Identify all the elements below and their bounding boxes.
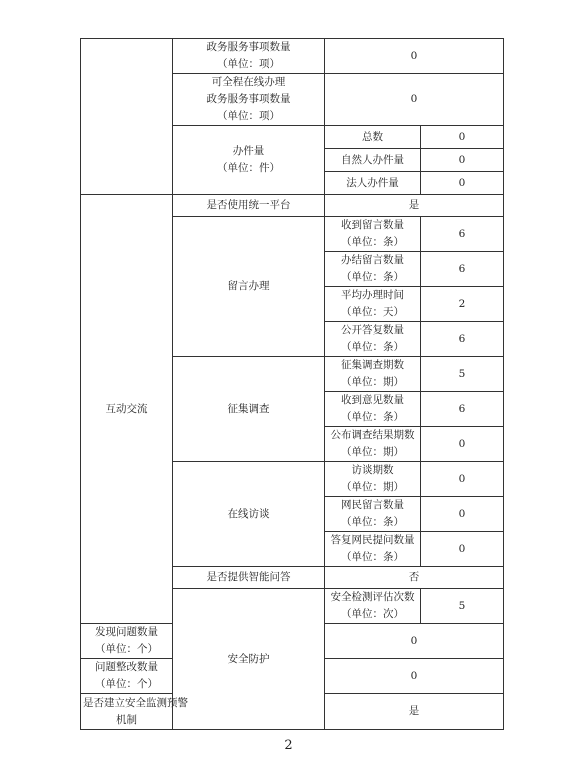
sub-item-value: 0: [421, 497, 504, 532]
group-label: 留言办理: [173, 217, 325, 357]
sub-item-label: 平均办理时间 （单位：天）: [325, 287, 421, 322]
item-label: 政务服务事项数量 （单位：项）: [173, 39, 325, 74]
sub-item-label: 访谈期数 （单位：期）: [325, 462, 421, 497]
item-value: 0: [325, 659, 504, 694]
sub-item-value: 6: [421, 322, 504, 357]
sub-item-value: 2: [421, 287, 504, 322]
sub-item-label: 收到留言数量 （单位：条）: [325, 217, 421, 252]
item-label: 是否建立安全监测预警 机制: [81, 694, 173, 730]
sub-item-label: 公布调查结果期数 （单位：期）: [325, 427, 421, 462]
item-label: 安全检测评估次数 （单位：次）: [325, 589, 421, 624]
item-value: 5: [421, 589, 504, 624]
table-row: [81, 195, 504, 217]
sub-item-label: 办结留言数量 （单位：条）: [325, 252, 421, 287]
sub-item-label: 收到意见数量 （单位：条）: [325, 392, 421, 427]
sub-item-label: 法人办件量: [325, 172, 421, 195]
item-label: 是否使用统一平台: [173, 195, 325, 217]
section-label-interaction: 互动交流: [81, 195, 173, 624]
item-value: 0: [325, 39, 504, 74]
item-value: 是: [325, 694, 504, 730]
item-label: 可全程在线办理 政务服务事项数量 （单位：项）: [173, 74, 325, 126]
sub-item-label: 网民留言数量 （单位：条）: [325, 497, 421, 532]
sub-item-value: 0: [421, 172, 504, 195]
section-cell-empty: [81, 39, 173, 195]
sub-item-label: 总数: [325, 126, 421, 149]
sub-item-value: 0: [421, 149, 504, 172]
sub-item-value: 5: [421, 357, 504, 392]
item-value: 0: [325, 74, 504, 126]
item-value: 否: [325, 567, 504, 589]
section-label-security: 安全防护: [173, 589, 325, 730]
sub-item-value: 0: [421, 532, 504, 567]
item-value: 0: [325, 624, 504, 659]
item-label: 问题整改数量 （单位：个）: [81, 659, 173, 694]
sub-item-label: 答复网民提问数量 （单位：条）: [325, 532, 421, 567]
item-label: 发现问题数量 （单位：个）: [81, 624, 173, 659]
sub-item-value: 6: [421, 392, 504, 427]
sub-item-label: 征集调查期数 （单位：期）: [325, 357, 421, 392]
sub-item-value: 0: [421, 462, 504, 497]
item-value: 是: [325, 195, 504, 217]
sub-item-value: 6: [421, 217, 504, 252]
sub-item-value: 0: [421, 427, 504, 462]
sub-item-label: 自然人办件量: [325, 149, 421, 172]
item-label: 办件量 （单位：件）: [173, 126, 325, 195]
group-label: 征集调查: [173, 357, 325, 462]
statistics-table: [80, 38, 504, 730]
item-label: 是否提供智能问答: [173, 567, 325, 589]
sub-item-value: 6: [421, 252, 504, 287]
group-label: 在线访谈: [173, 462, 325, 567]
sub-item-label: 公开答复数量 （单位：条）: [325, 322, 421, 357]
sub-item-value: 0: [421, 126, 504, 149]
page-number: 2: [284, 738, 293, 753]
table-row: [81, 39, 504, 74]
